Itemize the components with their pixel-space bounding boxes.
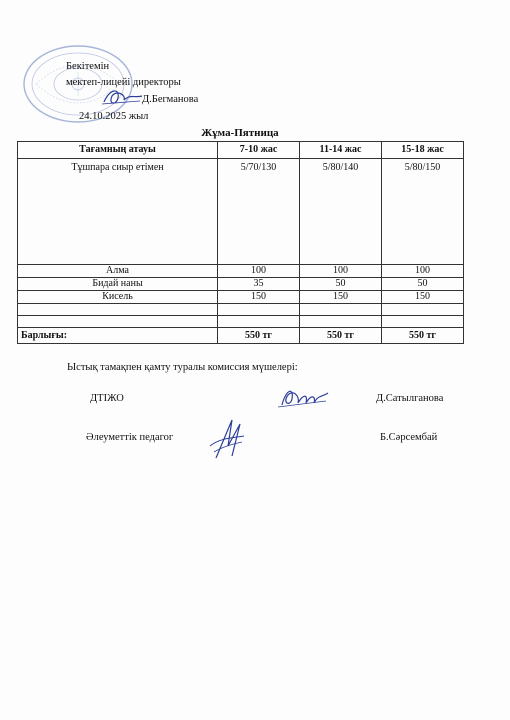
- portion-7-10: 100: [218, 265, 300, 278]
- signature-1: [276, 383, 330, 411]
- portion-7-10: 35: [218, 278, 300, 291]
- portion-15-18: 100: [382, 265, 464, 278]
- total-label: Барлығы:: [18, 328, 218, 344]
- portion-15-18: 150: [382, 291, 464, 304]
- table-row-empty: [18, 304, 464, 316]
- director-name: Д.Бегманова: [142, 94, 199, 105]
- table-row: [18, 265, 464, 278]
- header-age-15-18: 15-18 жас: [382, 142, 464, 159]
- approval-date: 24.10.2025 жыл: [79, 111, 149, 122]
- table-row: [18, 278, 464, 291]
- total-7-10: 550 тг: [218, 328, 300, 344]
- dish-name: Бидай наны: [18, 278, 218, 291]
- commission-heading: Ыстық тамақпен қамту туралы комиссия мүшелері:: [67, 362, 298, 373]
- table-row-empty: [18, 316, 464, 328]
- table-row: [18, 159, 464, 265]
- director-signature: [100, 84, 146, 110]
- day-title: Жұма-Пятница: [201, 127, 279, 139]
- portion-7-10: 150: [218, 291, 300, 304]
- dish-name: Кисель: [18, 291, 218, 304]
- commission-role-1: ДТІЖО: [90, 393, 124, 404]
- header-age-11-14: 11-14 жас: [300, 142, 382, 159]
- signature-2: [206, 416, 248, 462]
- approval-line-2: мектеп-лицейі директоры: [66, 77, 181, 88]
- total-15-18: 550 тг: [382, 328, 464, 344]
- portion-11-14: 150: [300, 291, 382, 304]
- portion-11-14: 50: [300, 278, 382, 291]
- header-age-7-10: 7-10 жас: [218, 142, 300, 159]
- total-11-14: 550 тг: [300, 328, 382, 344]
- table-total-row: [18, 328, 464, 344]
- table-header-row: [18, 142, 464, 159]
- menu-table: [17, 141, 464, 344]
- portion-11-14: 5/80/140: [300, 159, 382, 265]
- portion-11-14: 100: [300, 265, 382, 278]
- header-dish-name: Тағамның атауы: [18, 142, 218, 159]
- commission-name-1: Д.Сатылганова: [376, 393, 444, 404]
- portion-15-18: 5/80/150: [382, 159, 464, 265]
- dish-name: Тұшпара сиыр етімен: [18, 159, 218, 265]
- table-row: [18, 291, 464, 304]
- commission-role-2: Әлеуметтік педагог: [86, 432, 174, 443]
- portion-7-10: 5/70/130: [218, 159, 300, 265]
- approval-line-1: Бекітемін: [66, 61, 110, 72]
- dish-name: Алма: [18, 265, 218, 278]
- commission-name-2: Б.Сәрсембай: [380, 432, 438, 443]
- portion-15-18: 50: [382, 278, 464, 291]
